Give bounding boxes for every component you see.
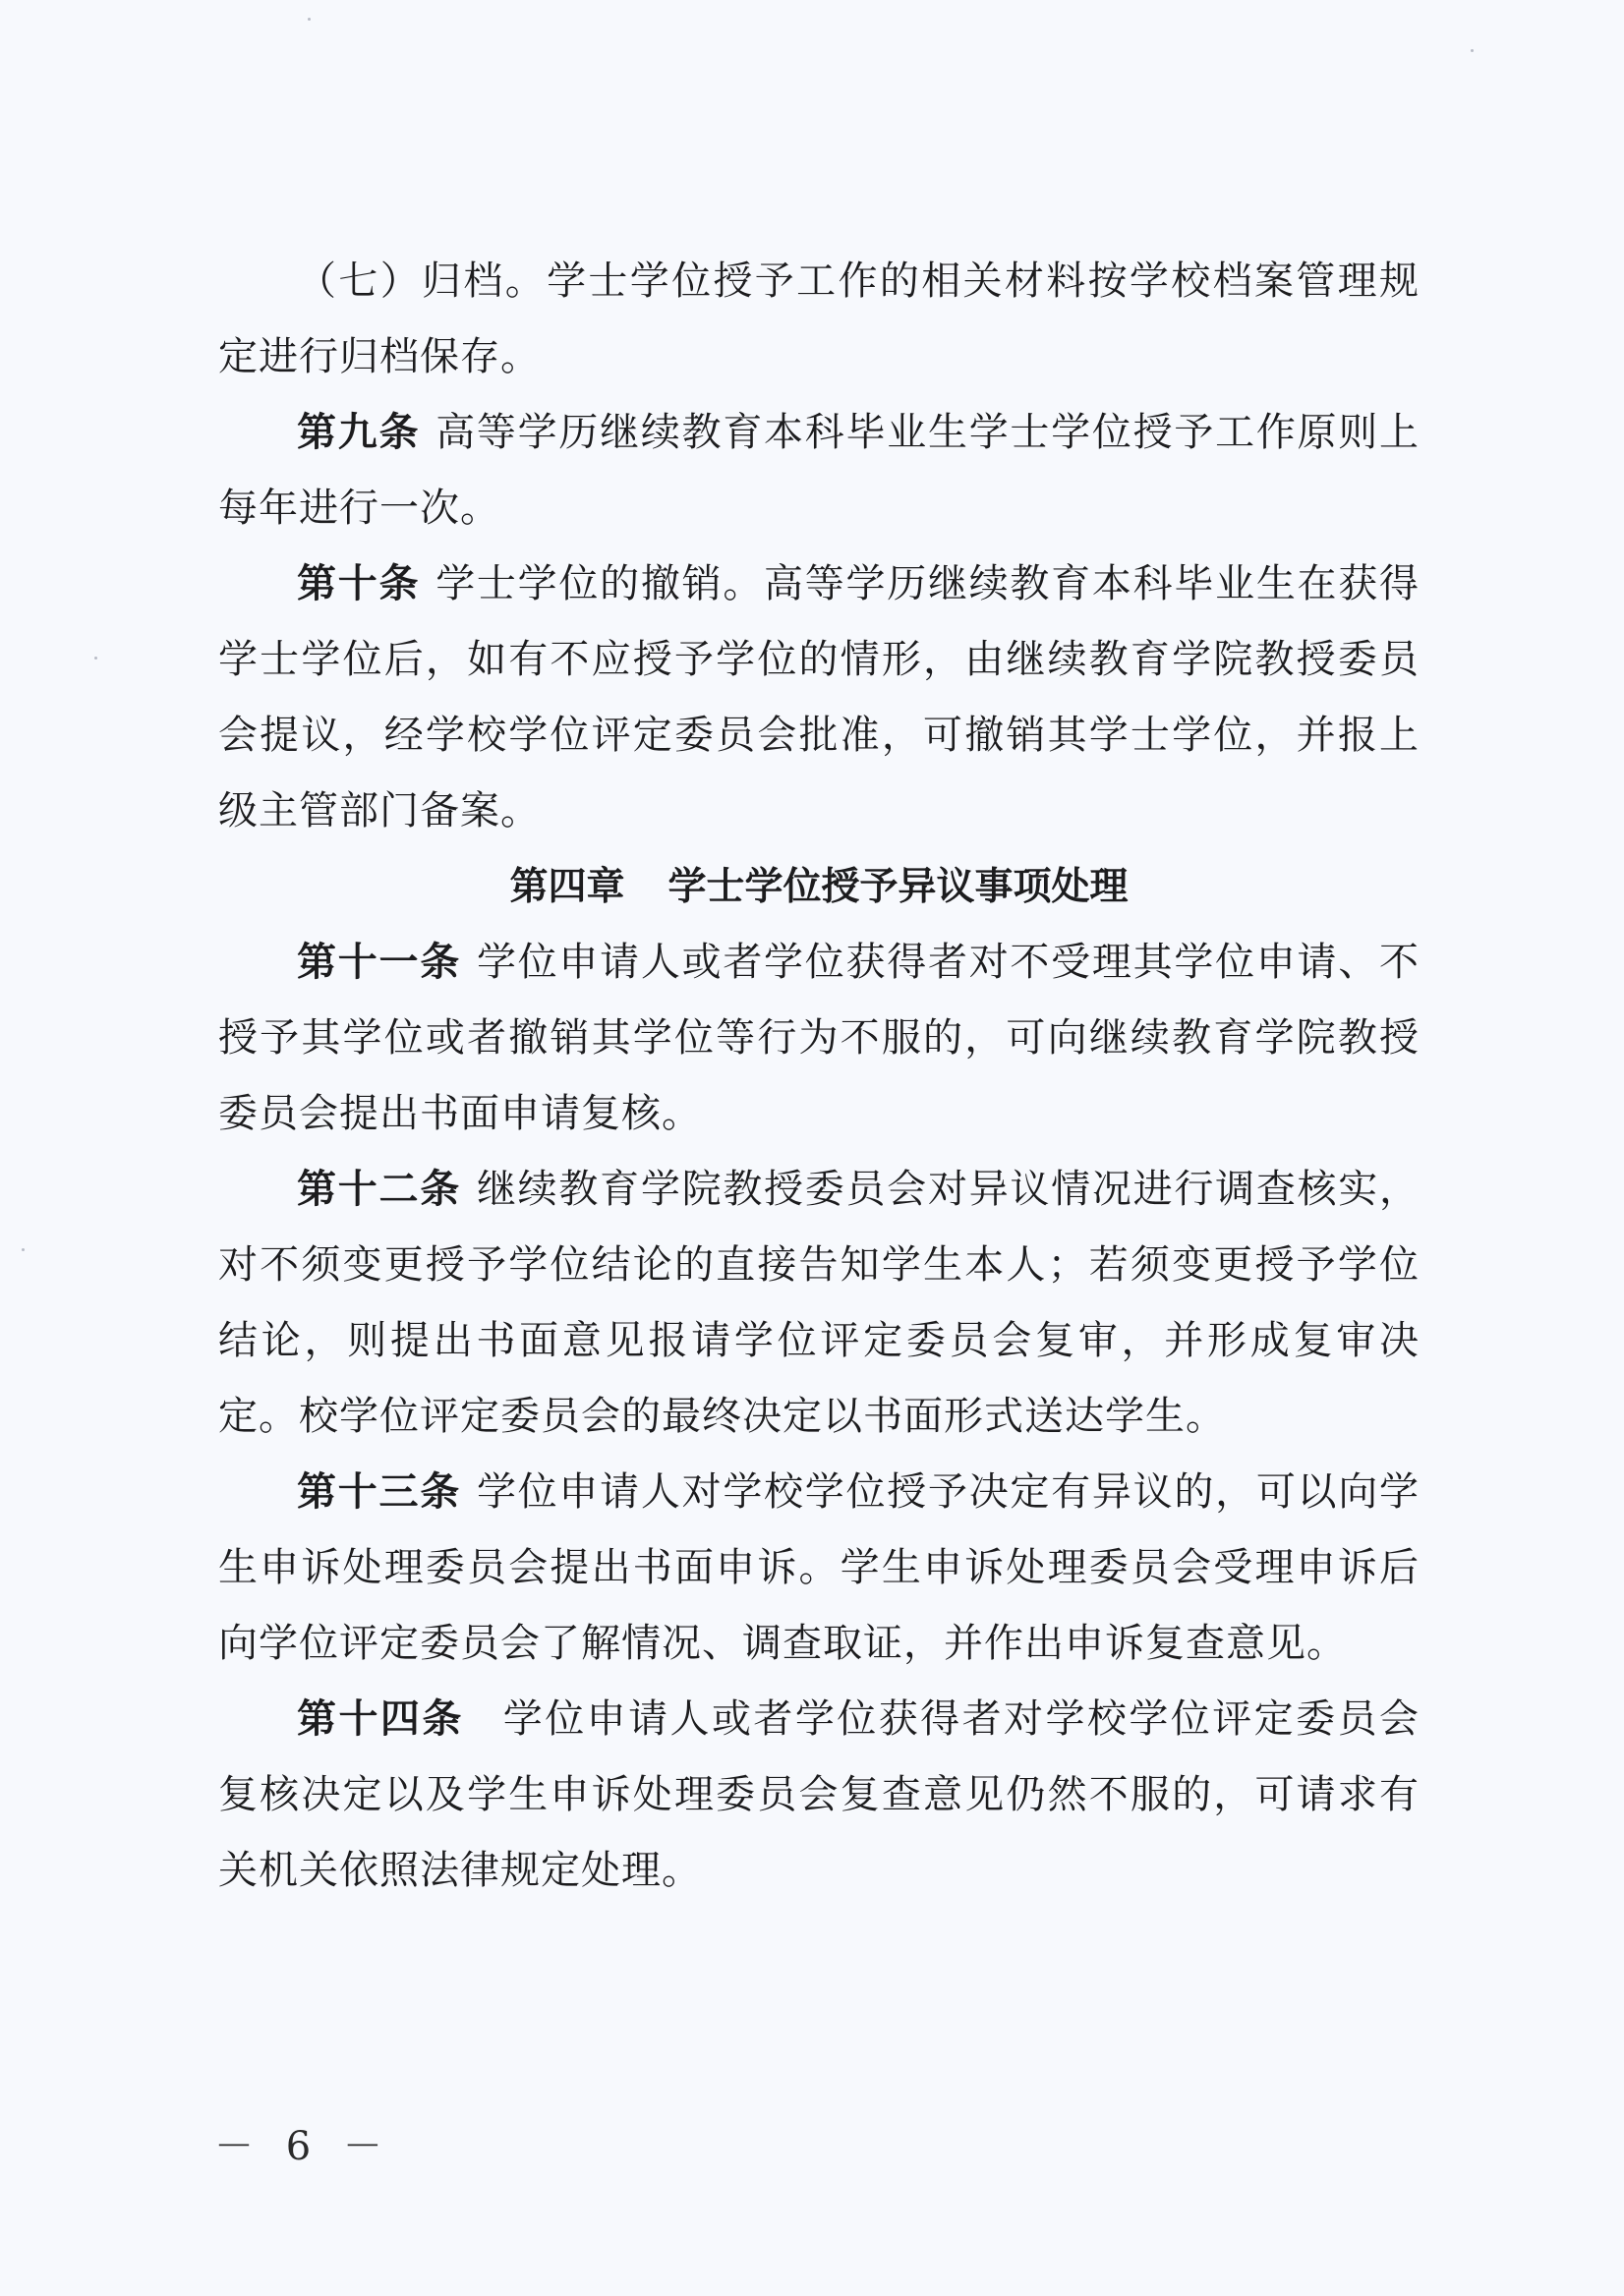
article-label: 第十一条 [297,940,461,985]
page-number: － 6 － [214,2124,392,2169]
paragraph-text: （七）归档。学士学位授予工作的相关材料按学校档案管理规定进行归档保存。 [218,258,1420,379]
paragraph-text: 学位申请人对学校学位授予决定有异议的，可以向学生申诉处理委员会提出书面申诉。学生申诉处理委员会受理申诉后向学位评定委员会了解情况、调查取证，并作出申诉复查意见。 [218,1469,1421,1666]
chapter-title: 学士学位授予异议事项处理 [667,865,1129,909]
article-label: 第十条 [297,561,421,606]
scan-speck [22,1248,25,1251]
paragraph-item-7 [218,244,1420,395]
scan-speck [308,18,311,21]
paragraph-article-11 [218,925,1420,1152]
paragraph-text: 学位申请人或者学位获得者对不受理其学位申请、不授予其学位或者撤销其学位等行为不服的，可向继续教育学院教授委员会提出书面申请复核。 [218,940,1421,1136]
paragraph-article-9 [218,395,1420,546]
paragraph-text: 学士学位的撤销。高等学历继续教育本科毕业生在获得学士学位后，如有不应授予学位的情形，由继续教育学院教授委员会提议，经学校学位评定委员会批准，可撤销其学士学位，并报上级主管部门备案。 [218,561,1421,833]
article-label: 第九条 [297,410,421,455]
chapter-heading [218,849,1420,925]
document-page [218,244,1420,1909]
article-label: 第十四条 [297,1696,464,1742]
scan-speck [94,657,97,660]
scan-speck [1471,49,1474,52]
article-label: 第十二条 [297,1167,461,1212]
paragraph-text: 学位申请人或者学位获得者对学校学位评定委员会复核决定以及学生申诉处理委员会复查意见仍然不服的，可请求有关机关依照法律规定处理。 [218,1696,1421,1893]
paragraph-text: 继续教育学院教授委员会对异议情况进行调查核实，对不须变更授予学位结论的直接告知学生本人；若须变更授予学位结论，则提出书面意见报请学位评定委员会复审，并形成复审决定。校学位评定委员会的最终决定以书面形式送达学生。 [218,1167,1421,1439]
paragraph-article-12 [218,1152,1420,1455]
paragraph-text: 高等学历继续教育本科毕业生学士学位授予工作原则上每年进行一次。 [218,410,1421,531]
paragraph-article-14 [218,1682,1420,1909]
paragraph-article-10 [218,546,1420,849]
paragraph-article-13 [218,1455,1420,1682]
chapter-number: 第四章 [509,865,625,909]
article-label: 第十三条 [297,1469,461,1515]
